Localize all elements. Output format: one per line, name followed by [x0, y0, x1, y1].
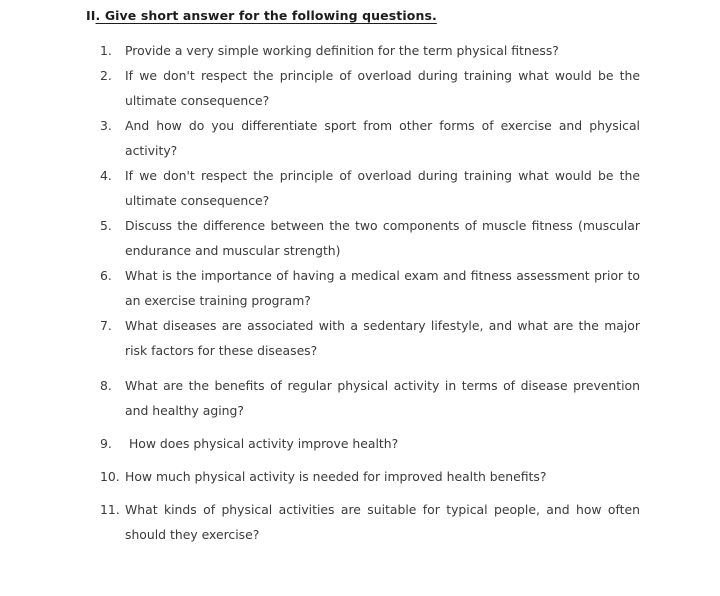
question-item [100, 431, 640, 456]
question-number: 11. [100, 502, 120, 517]
question-text: Provide a very simple working definition for the term physical fitness? [125, 43, 559, 58]
section-heading-numeral: II [86, 8, 96, 23]
question-number: 9. [100, 436, 112, 451]
question-number: 2. [100, 68, 112, 83]
question-item [100, 497, 644, 547]
section-heading-text: . Give short answer for the following questions. [95, 8, 437, 23]
question-list [100, 38, 644, 547]
question-number: 8. [100, 378, 112, 393]
question-text: What diseases are associated with a sedentary lifestyle, and what are the major risk factors for these diseases? [125, 318, 644, 358]
question-item [100, 63, 644, 113]
question-item [100, 464, 640, 489]
question-text: What are the benefits of regular physical activity in terms of disease prevention and healthy aging? [125, 378, 644, 418]
question-item [100, 263, 644, 313]
question-text: If we don't respect the principle of overload during training what would be the ultimate consequence? [125, 68, 644, 108]
question-number: 7. [100, 318, 112, 333]
question-text: What kinds of physical activities are suitable for typical people, and how often should they exercise? [125, 502, 644, 542]
question-number: 10. [100, 469, 120, 484]
question-number: 4. [100, 168, 112, 183]
question-number: 1. [100, 43, 112, 58]
question-number: 5. [100, 218, 112, 233]
question-text: If we don't respect the principle of overload during training what would be the ultimate consequence? [125, 168, 644, 208]
question-item [100, 313, 644, 363]
question-item [100, 213, 644, 263]
question-item [100, 113, 644, 163]
question-text: What is the importance of having a medical exam and fitness assessment prior to an exercise training program? [125, 268, 644, 308]
section-heading [86, 8, 437, 23]
question-number: 3. [100, 118, 112, 133]
question-item [100, 163, 644, 213]
question-item [100, 38, 640, 63]
question-text: And how do you differentiate sport from other forms of exercise and physical activity? [125, 118, 644, 158]
question-number: 6. [100, 268, 112, 283]
question-item [100, 373, 644, 423]
question-text: How much physical activity is needed for improved health benefits? [125, 469, 547, 484]
question-text: Discuss the difference between the two components of muscle fitness (muscular endurance and muscular strength) [125, 218, 644, 258]
question-text: How does physical activity improve health? [125, 436, 399, 451]
